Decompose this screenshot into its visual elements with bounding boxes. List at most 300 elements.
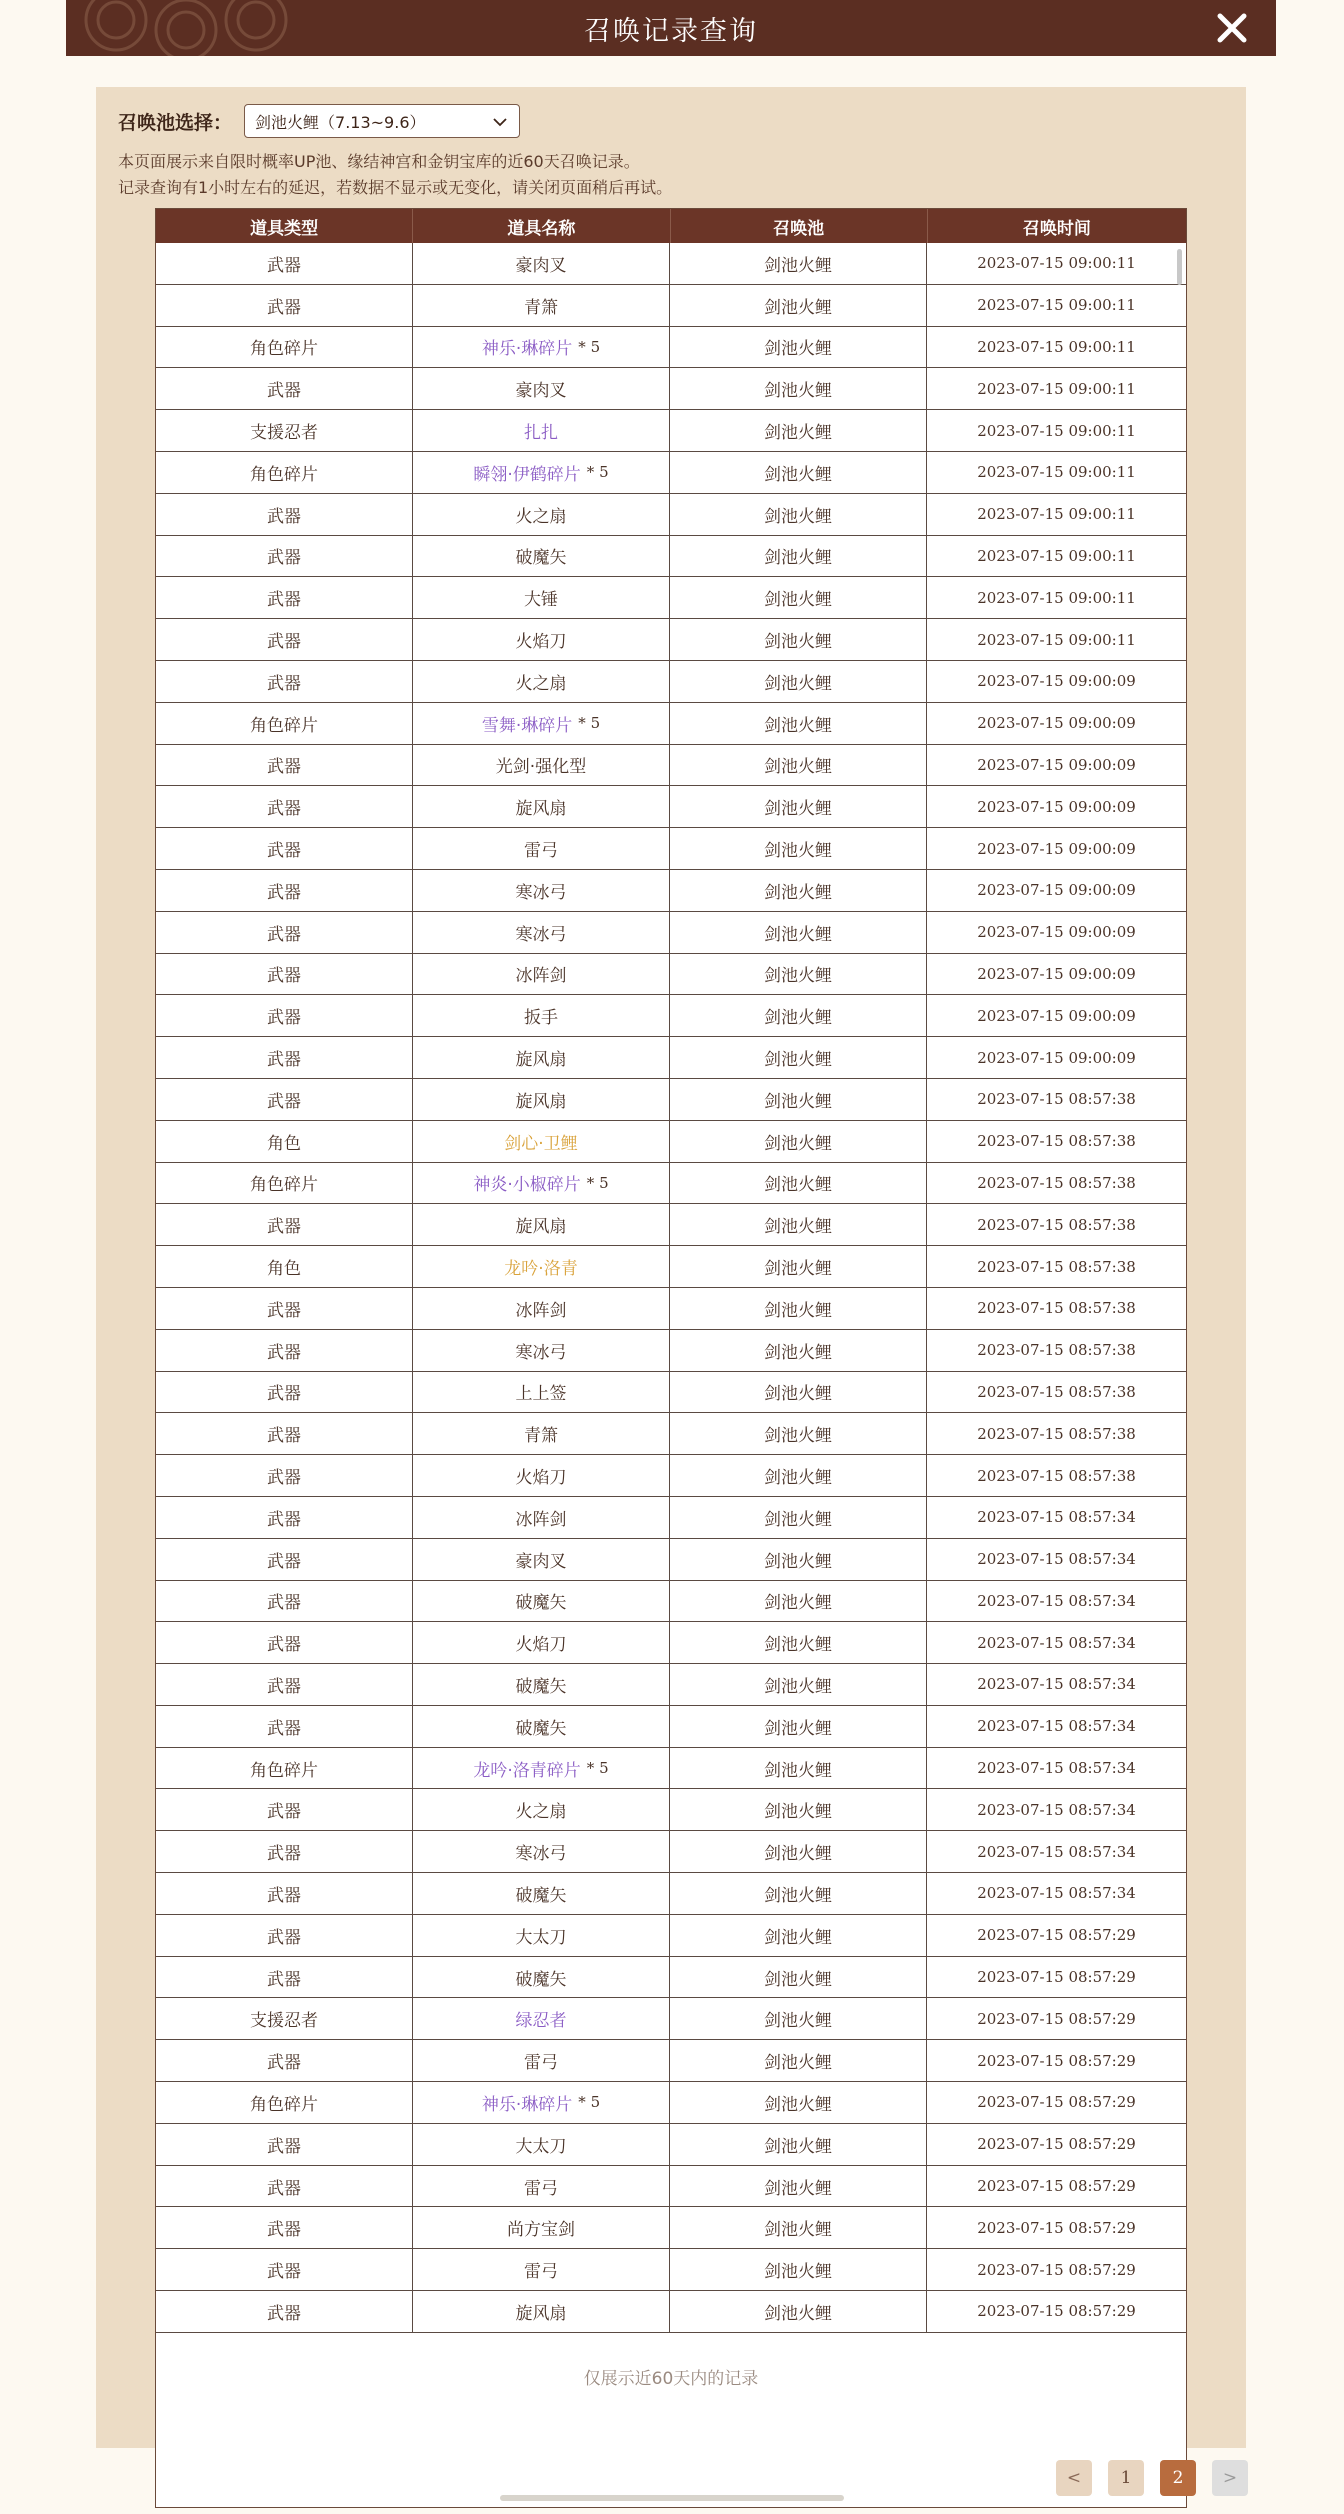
cell-pool: 剑池火鲤 <box>670 1748 927 1789</box>
table-row <box>156 536 1186 578</box>
cell-time: 2023-07-15 08:57:34 <box>977 1800 1136 1819</box>
cell-item-type: 角色 <box>156 1121 413 1162</box>
cell-time: 2023-07-15 09:00:11 <box>977 254 1136 273</box>
item-name-text: 光剑·强化型 <box>495 757 587 778</box>
item-name-text: 雷弓 <box>524 2178 558 2199</box>
table-row <box>156 619 1186 661</box>
table-row <box>156 1831 1186 1873</box>
cell-pool: 剑池火鲤 <box>670 1497 927 1538</box>
cell-item-name <box>413 2249 670 2290</box>
cell-item-type: 角色碎片 <box>156 2082 413 2123</box>
cell-item-type: 武器 <box>156 1079 413 1120</box>
item-name-text: 上上签 <box>515 1384 567 1405</box>
cell-item-type: 角色碎片 <box>156 1748 413 1789</box>
cell-item-type: 武器 <box>156 577 413 618</box>
cell-item-name <box>413 536 670 577</box>
cell-item-name <box>413 1998 670 2039</box>
table-row <box>156 1413 1186 1455</box>
table-row <box>156 327 1186 369</box>
cell-item-type: 武器 <box>156 1539 413 1580</box>
table-row <box>156 995 1186 1037</box>
cell-item-name <box>413 912 670 953</box>
cell-item-name <box>413 577 670 618</box>
table-row <box>156 410 1186 452</box>
cell-item-type: 支援忍者 <box>156 410 413 451</box>
table-row <box>156 2040 1186 2082</box>
table-row <box>156 2124 1186 2166</box>
item-name-text: 破魔矢 <box>515 1593 567 1614</box>
cell-item-name <box>413 1372 670 1413</box>
cell-time: 2023-07-15 09:00:09 <box>977 923 1136 942</box>
cell-item-type: 武器 <box>156 536 413 577</box>
item-count: * 5 <box>586 463 609 482</box>
cell-item-name <box>413 995 670 1036</box>
item-name-text: 剑心·卫鲤 <box>504 1133 578 1154</box>
cell-pool: 剑池火鲤 <box>670 1372 927 1413</box>
chevron-down-icon <box>491 113 509 131</box>
cell-item-name <box>413 243 670 284</box>
cell-pool: 剑池火鲤 <box>670 1037 927 1078</box>
cell-time: 2023-07-15 09:00:11 <box>977 337 1136 356</box>
cell-pool: 剑池火鲤 <box>670 1831 927 1872</box>
cell-item-type: 角色碎片 <box>156 1163 413 1204</box>
notice-line-1: 本页面展示来自限时概率UP池、缘结神宫和金钥宝库的近60天召唤记录。 <box>118 152 640 171</box>
cell-item-name <box>413 327 670 368</box>
cell-pool: 剑池火鲤 <box>670 1121 927 1162</box>
cell-time: 2023-07-15 09:00:11 <box>977 546 1136 565</box>
cell-time: 2023-07-15 08:57:34 <box>977 1759 1136 1778</box>
table-row <box>156 661 1186 703</box>
cell-item-name <box>413 1539 670 1580</box>
cell-pool: 剑池火鲤 <box>670 1706 927 1747</box>
cell-pool: 剑池火鲤 <box>670 2207 927 2248</box>
cell-item-name <box>413 870 670 911</box>
table-row <box>156 1873 1186 1915</box>
cell-time: 2023-07-15 09:00:11 <box>977 421 1136 440</box>
cell-item-name <box>413 703 670 744</box>
cell-pool: 剑池火鲤 <box>670 703 927 744</box>
cell-item-type: 武器 <box>156 1372 413 1413</box>
table-row <box>156 1037 1186 1079</box>
cell-item-type: 武器 <box>156 2124 413 2165</box>
cell-pool: 剑池火鲤 <box>670 1539 927 1580</box>
table-row <box>156 1915 1186 1957</box>
cell-pool: 剑池火鲤 <box>670 536 927 577</box>
table-row <box>156 285 1186 327</box>
cell-item-type: 武器 <box>156 1581 413 1622</box>
cell-item-type: 武器 <box>156 243 413 284</box>
item-name-text: 破魔矢 <box>515 1718 567 1739</box>
cell-time: 2023-07-15 08:57:29 <box>977 1926 1136 1945</box>
item-name-text: 豪肉叉 <box>515 1551 567 1572</box>
cell-item-type: 角色碎片 <box>156 703 413 744</box>
item-name-text: 火焰刀 <box>515 1635 567 1656</box>
table-row <box>156 954 1186 996</box>
item-name-text: 破魔矢 <box>515 1676 567 1697</box>
table-row <box>156 243 1186 285</box>
table-row <box>156 1246 1186 1288</box>
cell-item-name <box>413 1246 670 1287</box>
cell-pool: 剑池火鲤 <box>670 2040 927 2081</box>
cell-pool: 剑池火鲤 <box>670 410 927 451</box>
cell-item-name <box>413 1706 670 1747</box>
table-row <box>156 2249 1186 2291</box>
item-name-text: 青箫 <box>524 1426 558 1447</box>
table-row <box>156 745 1186 787</box>
cell-pool: 剑池火鲤 <box>670 1957 927 1998</box>
item-name-text: 旋风扇 <box>515 1091 567 1112</box>
table-row <box>156 1497 1186 1539</box>
cell-time: 2023-07-15 09:00:11 <box>977 588 1136 607</box>
item-name-text: 龙吟·洛青 <box>504 1259 578 1280</box>
cell-item-name <box>413 2291 670 2332</box>
cell-item-type: 武器 <box>156 912 413 953</box>
cell-time: 2023-07-15 08:57:29 <box>977 2093 1136 2112</box>
table-row <box>156 2207 1186 2249</box>
cell-time: 2023-07-15 08:57:29 <box>977 2009 1136 2028</box>
cell-item-name <box>413 1455 670 1496</box>
table-row <box>156 1372 1186 1414</box>
home-indicator <box>500 2495 844 2501</box>
cell-item-type: 武器 <box>156 1831 413 1872</box>
cell-item-type: 武器 <box>156 2040 413 2081</box>
cell-item-name <box>413 494 670 535</box>
cell-item-name <box>413 1957 670 1998</box>
item-name-text: 破魔矢 <box>515 1969 567 1990</box>
table-row <box>156 1706 1186 1748</box>
item-name-text: 旋风扇 <box>515 1050 567 1071</box>
table-row <box>156 1622 1186 1664</box>
cell-pool: 剑池火鲤 <box>670 494 927 535</box>
item-name-text: 尚方宝剑 <box>507 2220 575 2241</box>
item-name-text: 寒冰弓 <box>515 1342 567 1363</box>
header-item-name: 道具名称 <box>413 209 670 243</box>
cell-item-name <box>413 1079 670 1120</box>
item-name-text: 冰阵剑 <box>515 966 567 987</box>
item-count: * 5 <box>578 337 601 356</box>
cell-time: 2023-07-15 09:00:09 <box>977 839 1136 858</box>
table-row <box>156 1957 1186 1999</box>
cell-item-type: 角色碎片 <box>156 327 413 368</box>
item-name-text: 旋风扇 <box>515 2303 567 2324</box>
table-row <box>156 2082 1186 2124</box>
table-row <box>156 577 1186 619</box>
item-name-text: 豪肉叉 <box>515 381 567 402</box>
cell-item-name <box>413 2166 670 2207</box>
cell-pool: 剑池火鲤 <box>670 327 927 368</box>
cell-time: 2023-07-15 08:57:34 <box>977 1675 1136 1694</box>
cell-item-name <box>413 745 670 786</box>
cell-pool: 剑池火鲤 <box>670 1204 927 1245</box>
records-panel <box>96 87 1246 2448</box>
cell-item-type: 武器 <box>156 995 413 1036</box>
cell-item-type: 武器 <box>156 1957 413 1998</box>
cell-pool: 剑池火鲤 <box>670 1664 927 1705</box>
cell-pool: 剑池火鲤 <box>670 2124 927 2165</box>
table-row <box>156 1330 1186 1372</box>
cell-item-type: 武器 <box>156 285 413 326</box>
cell-pool: 剑池火鲤 <box>670 2082 927 2123</box>
page-2-button[interactable]: 2 <box>1160 2460 1196 2496</box>
table-row <box>156 2291 1186 2333</box>
item-count: * 5 <box>578 2093 601 2112</box>
item-name-text: 火之扇 <box>515 506 567 527</box>
pool-selector-row <box>118 103 520 139</box>
item-name-text: 神乐·琳碎片 <box>481 339 573 360</box>
cell-time: 2023-07-15 08:57:29 <box>977 2177 1136 2196</box>
cell-item-type: 武器 <box>156 1204 413 1245</box>
cell-pool: 剑池火鲤 <box>670 1246 927 1287</box>
cell-pool: 剑池火鲤 <box>670 577 927 618</box>
cell-pool: 剑池火鲤 <box>670 619 927 660</box>
cell-time: 2023-07-15 08:57:29 <box>977 2302 1136 2321</box>
cell-pool: 剑池火鲤 <box>670 243 927 284</box>
cell-item-name <box>413 954 670 995</box>
cell-time: 2023-07-15 08:57:34 <box>977 1550 1136 1569</box>
cell-time: 2023-07-15 09:00:11 <box>977 505 1136 524</box>
notice-text <box>118 149 672 201</box>
item-name-text: 破魔矢 <box>515 1885 567 1906</box>
item-name-text: 大太刀 <box>515 1927 567 1948</box>
item-name-text: 大锤 <box>524 590 558 611</box>
cell-item-type: 武器 <box>156 1497 413 1538</box>
item-name-text: 寒冰弓 <box>515 924 567 945</box>
cell-item-name <box>413 1789 670 1830</box>
cell-pool: 剑池火鲤 <box>670 1915 927 1956</box>
item-name-text: 龙吟·洛青碎片 <box>473 1760 581 1781</box>
cell-pool: 剑池火鲤 <box>670 368 927 409</box>
table-row <box>156 1121 1186 1163</box>
cell-item-name <box>413 410 670 451</box>
cell-time: 2023-07-15 08:57:38 <box>977 1132 1136 1151</box>
item-name-text: 火焰刀 <box>515 632 567 653</box>
cell-time: 2023-07-15 08:57:38 <box>977 1215 1136 1234</box>
header-time: 召唤时间 <box>1022 218 1091 239</box>
item-name-text: 神炎·小椒碎片 <box>473 1175 581 1196</box>
cell-time: 2023-07-15 08:57:38 <box>977 1299 1136 1318</box>
cell-item-type: 武器 <box>156 1455 413 1496</box>
title-bar <box>66 0 1276 56</box>
cell-item-name <box>413 1873 670 1914</box>
cell-time: 2023-07-15 09:00:11 <box>977 296 1136 315</box>
item-name-text: 青箫 <box>524 297 558 318</box>
cell-item-name <box>413 1204 670 1245</box>
cell-item-type: 武器 <box>156 1622 413 1663</box>
cell-item-name <box>413 1288 670 1329</box>
cell-time: 2023-07-15 08:57:34 <box>977 1884 1136 1903</box>
pool-selected-value: 剑池火鲤（7.13~9.6） <box>255 112 426 132</box>
cell-item-name <box>413 2040 670 2081</box>
cell-pool: 剑池火鲤 <box>670 1581 927 1622</box>
records-table[interactable] <box>155 208 1187 2508</box>
table-row <box>156 828 1186 870</box>
item-name-text: 大太刀 <box>515 2136 567 2157</box>
cell-time: 2023-07-15 08:57:34 <box>977 1508 1136 1527</box>
table-row <box>156 1748 1186 1790</box>
cell-pool: 剑池火鲤 <box>670 786 927 827</box>
cell-time: 2023-07-15 08:57:38 <box>977 1382 1136 1401</box>
item-name-text: 寒冰弓 <box>515 1844 567 1865</box>
cell-time: 2023-07-15 08:57:38 <box>977 1090 1136 1109</box>
cell-pool: 剑池火鲤 <box>670 1998 927 2039</box>
cell-time: 2023-07-15 08:57:29 <box>977 2218 1136 2237</box>
next-page-button[interactable]: > <box>1212 2460 1248 2496</box>
table-row <box>156 2166 1186 2208</box>
cell-pool: 剑池火鲤 <box>670 2249 927 2290</box>
cell-pool: 剑池火鲤 <box>670 745 927 786</box>
item-count: * 5 <box>586 1759 609 1778</box>
table-row <box>156 1288 1186 1330</box>
cell-time: 2023-07-15 08:57:38 <box>977 1424 1136 1443</box>
item-count: * 5 <box>586 1173 609 1192</box>
cell-item-name <box>413 452 670 493</box>
cell-item-type: 武器 <box>156 2249 413 2290</box>
item-name-text: 扳手 <box>524 1008 558 1029</box>
header-item-type: 道具类型 <box>156 209 413 243</box>
cell-time: 2023-07-15 08:57:38 <box>977 1466 1136 1485</box>
cell-pool: 剑池火鲤 <box>670 661 927 702</box>
cell-item-type: 武器 <box>156 1706 413 1747</box>
cell-item-type: 武器 <box>156 1330 413 1371</box>
cell-pool: 剑池火鲤 <box>670 1330 927 1371</box>
pool-label: 召唤池选择： <box>118 111 233 134</box>
cell-item-name <box>413 1413 670 1454</box>
pool-dropdown[interactable] <box>244 104 520 138</box>
cell-pool: 剑池火鲤 <box>670 954 927 995</box>
item-name-text: 雷弓 <box>524 2262 558 2283</box>
table-row <box>156 1204 1186 1246</box>
cell-time: 2023-07-15 09:00:09 <box>977 672 1136 691</box>
item-name-text: 雷弓 <box>524 2053 558 2074</box>
cell-item-name <box>413 828 670 869</box>
prev-page-button[interactable]: < <box>1056 2460 1092 2496</box>
cell-item-name <box>413 1622 670 1663</box>
table-body <box>156 243 1186 2333</box>
item-name-text: 旋风扇 <box>515 1217 567 1238</box>
table-row <box>156 870 1186 912</box>
cell-item-type: 武器 <box>156 786 413 827</box>
table-row <box>156 368 1186 410</box>
table-row <box>156 912 1186 954</box>
cell-item-type: 武器 <box>156 1413 413 1454</box>
cell-item-name <box>413 619 670 660</box>
cell-item-name <box>413 2082 670 2123</box>
item-name-text: 火之扇 <box>515 673 567 694</box>
cell-pool: 剑池火鲤 <box>670 1873 927 1914</box>
cell-item-type: 武器 <box>156 1288 413 1329</box>
cell-item-type: 角色碎片 <box>156 452 413 493</box>
cell-time: 2023-07-15 08:57:29 <box>977 1968 1136 1987</box>
cell-pool: 剑池火鲤 <box>670 452 927 493</box>
cell-item-type: 武器 <box>156 2291 413 2332</box>
cell-time: 2023-07-15 09:00:09 <box>977 1048 1136 1067</box>
item-name-text: 火之扇 <box>515 1802 567 1823</box>
cell-item-type: 武器 <box>156 1664 413 1705</box>
cell-item-name <box>413 1163 670 1204</box>
close-icon <box>1216 12 1248 44</box>
cell-pool: 剑池火鲤 <box>670 1079 927 1120</box>
cell-item-name <box>413 285 670 326</box>
item-name-text: 火焰刀 <box>515 1468 567 1488</box>
table-row <box>156 1789 1186 1831</box>
cell-item-name <box>413 1497 670 1538</box>
cell-item-name <box>413 1664 670 1705</box>
cell-item-type: 角色 <box>156 1246 413 1287</box>
table-row <box>156 786 1186 828</box>
cell-item-name <box>413 1748 670 1789</box>
cell-item-name <box>413 1831 670 1872</box>
scrollbar-thumb[interactable] <box>1177 249 1182 285</box>
cell-item-name <box>413 1915 670 1956</box>
table-row <box>156 494 1186 536</box>
cell-item-name <box>413 2207 670 2248</box>
header-pool: 召唤池 <box>671 209 928 243</box>
item-name-text: 寒冰弓 <box>515 882 567 903</box>
cell-pool: 剑池火鲤 <box>670 995 927 1036</box>
cell-time: 2023-07-15 09:00:09 <box>977 714 1136 733</box>
cell-time: 2023-07-15 08:57:29 <box>977 2260 1136 2279</box>
scrollbar[interactable] <box>1177 245 1182 2495</box>
item-name-text: 雪舞·琳碎片 <box>481 715 573 736</box>
swirl-pattern-icon <box>76 0 296 56</box>
cell-pool: 剑池火鲤 <box>670 1288 927 1329</box>
cell-item-type: 武器 <box>156 828 413 869</box>
cell-time: 2023-07-15 09:00:11 <box>977 630 1136 649</box>
cell-pool: 剑池火鲤 <box>670 1622 927 1663</box>
item-name-text: 豪肉叉 <box>515 255 567 276</box>
cell-item-type: 武器 <box>156 745 413 786</box>
table-row <box>156 1539 1186 1581</box>
cell-item-type: 武器 <box>156 1037 413 1078</box>
table-row <box>156 1998 1186 2040</box>
item-count: * 5 <box>578 714 601 733</box>
cell-pool: 剑池火鲤 <box>670 828 927 869</box>
table-footer-note: 仅展示近60天内的记录 <box>583 2369 759 2390</box>
table-row <box>156 452 1186 494</box>
cell-time: 2023-07-15 09:00:09 <box>977 1006 1136 1025</box>
cell-time: 2023-07-15 08:57:34 <box>977 1717 1136 1736</box>
page-1-button[interactable]: 1 <box>1108 2460 1144 2496</box>
cell-item-type: 武器 <box>156 1873 413 1914</box>
cell-pool: 剑池火鲤 <box>670 1163 927 1204</box>
item-name-text: 瞬翎·伊鹤碎片 <box>473 464 581 485</box>
table-row <box>156 703 1186 745</box>
cell-item-type: 武器 <box>156 2207 413 2248</box>
item-name-text: 冰阵剑 <box>515 1509 567 1530</box>
close-button[interactable] <box>1214 10 1250 46</box>
cell-item-name <box>413 1121 670 1162</box>
cell-time: 2023-07-15 08:57:38 <box>977 1341 1136 1360</box>
item-name-text: 旋风扇 <box>515 799 567 820</box>
item-name-text: 绿忍者 <box>515 2011 567 2032</box>
cell-time: 2023-07-15 09:00:09 <box>977 964 1136 983</box>
cell-item-type: 武器 <box>156 494 413 535</box>
cell-item-type: 武器 <box>156 954 413 995</box>
cell-item-name <box>413 661 670 702</box>
page-title: 召唤记录查询 <box>584 15 758 47</box>
notice-line-2: 记录查询有1小时左右的延迟，若数据不显示或无变化，请关闭页面稍后再试。 <box>118 178 673 197</box>
pagination <box>1056 2460 1248 2496</box>
cell-item-name <box>413 368 670 409</box>
cell-item-type: 武器 <box>156 619 413 660</box>
cell-item-type: 武器 <box>156 661 413 702</box>
cell-item-type: 支援忍者 <box>156 1998 413 2039</box>
cell-item-name <box>413 1330 670 1371</box>
table-row <box>156 1455 1186 1497</box>
cell-time: 2023-07-15 08:57:34 <box>977 1842 1136 1861</box>
cell-item-name <box>413 1581 670 1622</box>
cell-item-type: 武器 <box>156 1789 413 1830</box>
